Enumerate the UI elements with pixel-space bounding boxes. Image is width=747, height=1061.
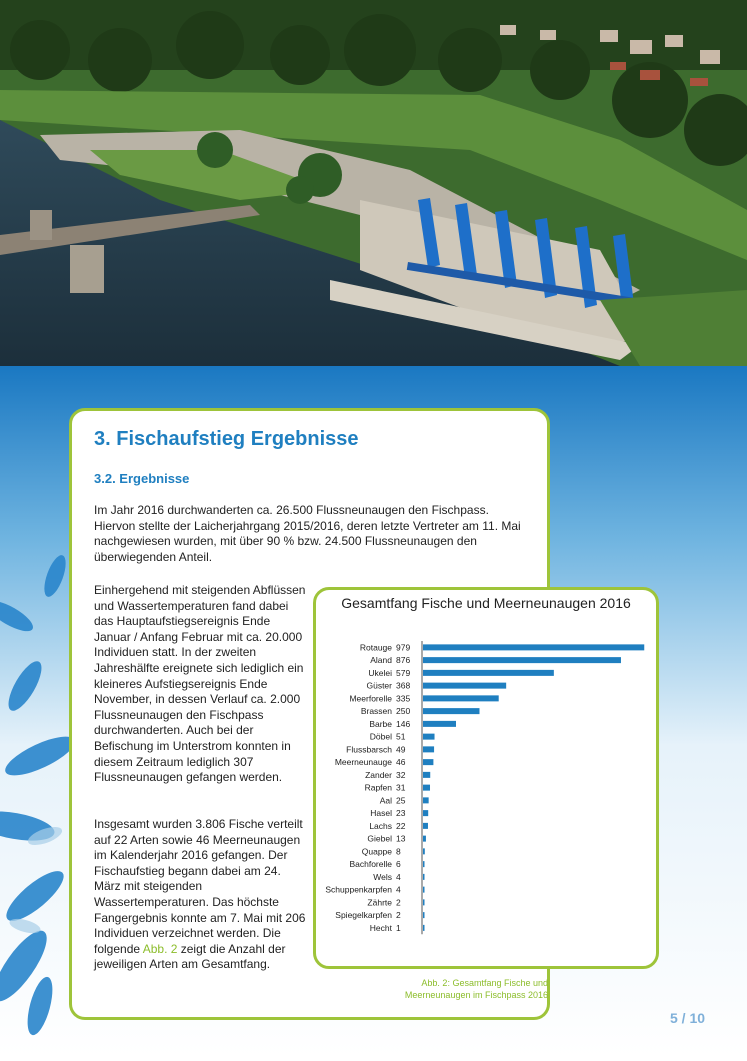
bar — [423, 657, 621, 663]
category-label: Bachforelle — [349, 859, 392, 870]
figure-reference-link[interactable]: Abb. 2 — [142, 941, 178, 956]
bar — [423, 734, 435, 740]
chart-title: Gesamtfang Fische und Meerneunaugen 2016 — [341, 595, 631, 611]
aerial-photo-illustration — [0, 0, 747, 366]
value-label: 2 — [396, 897, 401, 908]
value-label: 146 — [396, 718, 411, 729]
value-label: 46 — [396, 757, 406, 768]
bar — [423, 912, 425, 918]
bar — [423, 887, 425, 893]
value-label: 1 — [396, 922, 401, 933]
bar — [423, 644, 644, 650]
value-label: 979 — [396, 642, 411, 653]
paragraph-intro: Im Jahr 2016 durchwanderten ca. 26.500 Flussneunaugen den Fischpass. Hiervon stellte der Laicherjahrgang 2015/2016, deren letzte Vertreter am 11. Mai nachgewiesen wurden, mit über 90 % bzw. 24.500 Flussneunaugen den überwiegenden Anteil. — [94, 503, 521, 564]
page-number: 5 / 10 — [670, 1010, 706, 1026]
bar — [423, 683, 506, 689]
header-photo — [0, 0, 747, 366]
value-label: 49 — [396, 744, 406, 755]
category-label: Zährte — [367, 897, 392, 908]
bar — [423, 695, 499, 701]
category-label: Spiegelkarpfen — [335, 910, 392, 921]
value-label: 250 — [396, 706, 411, 717]
category-label: Hasel — [370, 808, 392, 819]
value-label: 4 — [396, 884, 401, 895]
bar — [423, 797, 429, 803]
value-label: 876 — [396, 655, 411, 666]
category-label: Rotauge — [359, 642, 392, 653]
bar — [423, 670, 554, 676]
category-label: Schuppenkarpfen — [325, 884, 392, 895]
category-label: Zander — [365, 769, 392, 780]
value-label: 23 — [396, 808, 406, 819]
value-label: 51 — [396, 731, 406, 742]
category-label: Güster — [366, 680, 392, 691]
bar — [423, 874, 425, 880]
category-label: Hecht — [369, 922, 392, 933]
figure-caption: Abb. 2: Gesamtfang Fische und Meerneunaugen im Fischpass 2016 — [404, 978, 548, 1000]
value-label: 2 — [396, 910, 401, 921]
section-heading: 3. Fischaufstieg Ergebnisse — [94, 428, 359, 450]
category-label: Wels — [373, 871, 392, 882]
category-label: Brassen — [360, 706, 392, 717]
paragraph-total-catch — [94, 817, 309, 973]
category-label: Aland — [370, 655, 392, 666]
category-label: Döbel — [369, 731, 392, 742]
value-label: 4 — [396, 871, 401, 882]
bar — [423, 861, 425, 867]
value-label: 32 — [396, 769, 406, 780]
bar — [423, 836, 426, 842]
bar — [423, 810, 428, 816]
bar — [423, 759, 433, 765]
bar — [423, 708, 480, 714]
value-label: 22 — [396, 820, 406, 831]
bar — [423, 848, 425, 854]
value-label: 6 — [396, 859, 401, 870]
category-label: Meerforelle — [349, 693, 392, 704]
value-label: 368 — [396, 680, 411, 691]
paragraph-migration: Einhergehend mit steigenden Abflüssen und Wassertemperaturen fand dabei das Hauptaufstiegsereignis Ende Januar / Anfang Februar mit ca. 20.000 Individuen statt. In der zweiten Jahreshälfte ereignete sich lediglich ein kleineres Aufstiegsereignis Ende November, in dessen Verlauf ca. 2.000 Flussneunaugen den Fischpass durchwanderten. Auch bei der Befischung im Unterstrom konnten in diesem Zeitraum lediglich 307 Flussneunaugen gefangen werden. — [94, 583, 306, 785]
category-label: Rapfen — [364, 782, 392, 793]
value-label: 13 — [396, 833, 406, 844]
bar-chart — [318, 636, 654, 954]
value-label: 8 — [396, 846, 401, 857]
value-label: 579 — [396, 667, 411, 678]
value-label: 335 — [396, 693, 411, 704]
category-label: Giebel — [367, 833, 392, 844]
bar — [423, 925, 425, 931]
bar — [423, 899, 425, 905]
paragraph-total-catch-end: zeigt die Anzahl der jeweiligen Arten am Gesamtfang. — [94, 941, 286, 972]
subsection-heading: 3.2. Ergebnisse — [94, 471, 190, 486]
value-label: 25 — [396, 795, 406, 806]
category-label: Meerneunauge — [334, 757, 392, 768]
category-label: Ukelei — [368, 667, 392, 678]
bar — [423, 721, 456, 727]
bar — [423, 772, 430, 778]
paragraph-total-catch-text: Insgesamt wurden 3.806 Fische verteilt auf 22 Arten sowie 46 Meerneunaugen im Kalenderjahr 2016 gefangen. Der Fischaufstieg begann dabei am 24. März mit steigenden Wassertemperaturen. Das höchste Fangergebnis konnte am 7. Mai mit 206 Individuen verzeichnet werden. Die folgende — [94, 817, 306, 956]
category-label: Quappe — [361, 846, 392, 857]
category-label: Barbe — [369, 718, 392, 729]
bar — [423, 823, 428, 829]
bar — [423, 785, 430, 791]
value-label: 31 — [396, 782, 406, 793]
category-label: Aal — [379, 795, 392, 806]
bar — [423, 746, 434, 752]
category-label: Lachs — [369, 820, 392, 831]
category-label: Flussbarsch — [346, 744, 392, 755]
